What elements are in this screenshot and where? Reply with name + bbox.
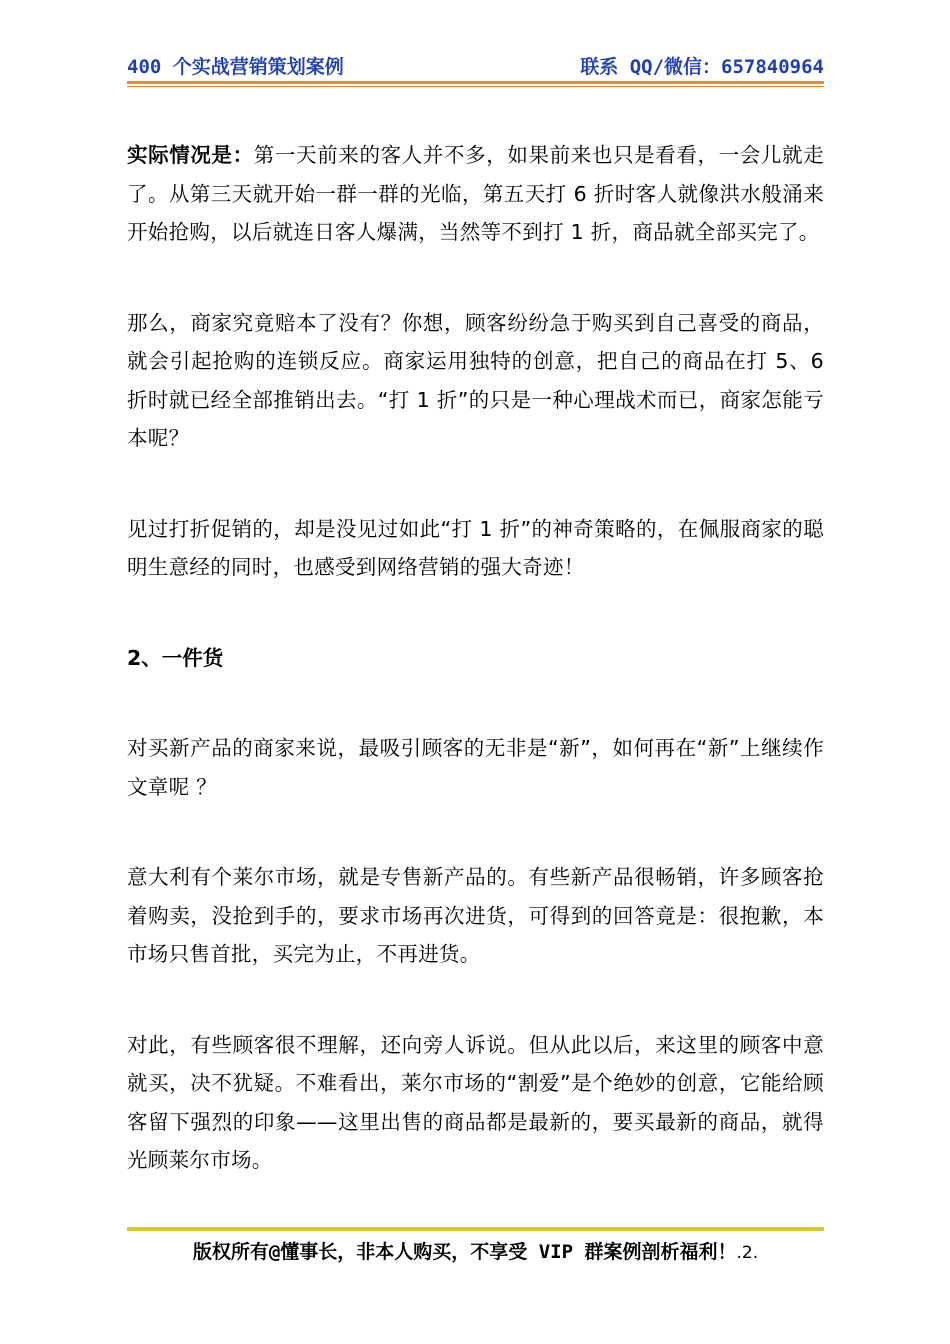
paragraph-laier-market: 意大利有个莱尔市场，就是专售新产品的。有些新产品很畅销，许多顾客抢着购卖，没抢到手的，要求市场再次进货，可得到的回答竟是：很抱歉，本市场只售首批，买完为止，不再进货。 xyxy=(127,865,824,966)
page-number: .2. xyxy=(736,1243,759,1263)
document-body xyxy=(127,136,824,1232)
footer-copyright: 版权所有@懂事长，非本人购买，不享受 VIP 群案例剖析福利！ xyxy=(192,1241,737,1263)
paragraph-new-product: 对买新产品的商家来说，最吸引顾客的无非是“新”，如何再在“新”上继续作文章呢 ？ xyxy=(127,736,824,799)
paragraph-label: 实际情况是： xyxy=(127,143,254,167)
paragraph-loss-question: 那么，商家究竟赔本了没有？你想，顾客纷纷急于购买到自己喜受的商品，就会引起抢购的连锁反应。商家运用独特的创意，把自己的商品在打 5、6 折时就已经全部推销出去。“打 1 折”的只是一种心理战术而已，商家怎能亏本呢？ xyxy=(127,310,824,450)
footer-rule xyxy=(127,1227,824,1231)
page-header xyxy=(127,53,824,81)
section-heading: 2、一件货 xyxy=(127,645,224,670)
paragraph-text: 第一天前来的客人并不多，如果前来也只是看看，一会儿就走了。从第三天就开始一群一群的光临，第五天打 6 折时客人就像洪水般涌来开始抢购，以后就连日客人爆满，当然等不到打 1 折，商品就全部买完了。 xyxy=(127,143,824,244)
paragraph-actual-situation xyxy=(127,136,824,252)
header-rule-thin xyxy=(127,86,824,87)
paragraph-customer-reaction: 对此，有些顾客很不理解，还向旁人诉说。但从此以后，来这里的顾客中意就买，决不犹疑。不难看出，莱尔市场的“割爱”是个绝妙的创意，它能给顾客留下强烈的印象——这里出售的商品都是最新的，要买最新的商品，就得光顾莱尔市场。 xyxy=(127,1032,824,1172)
page-footer xyxy=(127,1237,824,1268)
header-title: 400 个实战营销策划案例 xyxy=(127,56,344,78)
header-contact: 联系 QQ/微信：657840964 xyxy=(580,56,824,78)
paragraph-discount-summary: 见过打折促销的，却是没见过如此“打 1 折”的神奇策略的，在佩服商家的聪明生意经的同时，也感受到网络营销的强大奇迹！ xyxy=(127,516,824,579)
header-rule xyxy=(127,81,824,84)
